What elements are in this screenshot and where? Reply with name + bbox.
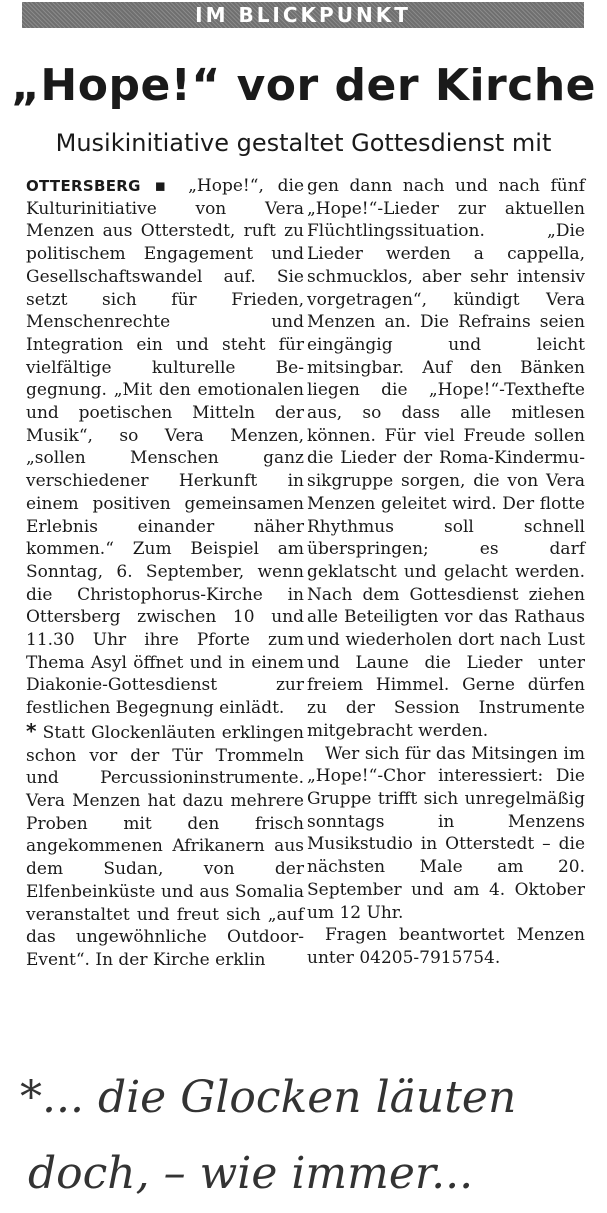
- handwritten-note: [0, 1060, 607, 1210]
- handwritten-line-1: *... die Glocken läuten: [20, 1072, 517, 1123]
- handwritten-note-drawing: [0, 1060, 607, 1210]
- paragraph-1-text: „Hope!“, die Kulturinitiative von Vera Menzen aus Otterstedt, ruft zu politischem Engagement und Gesellschaftswandel auf. Sie setzt sich für Frieden, Menschenrechte und Integration ein und steht für vielfältige kulturelle Begegnung. „Mit den emotionalen und poetischen Mitteln der Musik“, so Vera Menzen, „sollen Menschen ganz verschiedener Herkunft in einem positiven gemeinsamen Erlebnis einander näher kommen.“ Zum Beispiel am Sonntag, 6. September, wenn die Christophorus-Kirche in Ottersberg zwischen 10 und 11.30 Uhr ihre Pforte zum Thema Asyl öffnet und in einem Diakonie-Gottesdienst zur festlichen Begegnung einlädt.: [26, 176, 305, 719]
- article-subheadline: Musikinitiative gestaltet Gottesdienst mit: [55, 129, 552, 157]
- article-paragraph-3: Wer sich für das Mitsingen im „Hope!“-Chor interessiert: Die Gruppe trifft sich unregelmäßig sonntags in Menzens Musikstudio in Otterstedt – die nächsten Male am 20. September und am 4. Oktober um 12 Uhr.: [307, 743, 585, 923]
- dateline-separator: ▪: [154, 176, 175, 196]
- annotation-asterisk-icon: *: [26, 718, 37, 743]
- article-paragraph-4: Fragen beantwortet Menzen unter 04205-7915754.: [307, 925, 585, 968]
- article-paragraph-2-start: [26, 720, 304, 972]
- dateline: OTTERSBERG: [26, 177, 141, 195]
- article-headline: „Hope!“ vor der Kirche: [10, 60, 597, 111]
- handwritten-line-2: doch, – wie immer...: [28, 1148, 474, 1199]
- article-paragraph-1: [26, 175, 304, 720]
- article-column-right: [307, 175, 585, 970]
- article-paragraph-2-end: [307, 175, 585, 743]
- kicker-label: IM BLICKPUNKT: [195, 3, 411, 27]
- article-column-left: [26, 175, 304, 972]
- paragraph-2-text-right: gen dann nach und nach fünf „Hope!“-Lieder zur aktuellen Flüchtlingssituation. „Die Lieder werden a cappella, schmucklos, aber sehr intensiv vorgetragen“, kündigt Vera Menzen an. Die Refrains seien eingängig und leicht mitsingbar. Auf den Bänken liegen die „Hope!“-Texthefte aus, so dass alle mitlesen können. Für viel Freude sollen die Lieder der Roma-Kindermusikgruppe sorgen, die von Vera Menzen geleitet wird. Der flotte Rhythmus soll schnell überspringen; es darf geklatscht und gelacht werden. Nach dem Gottesdienst ziehen alle Beteiligten vor das Rathaus und wiederholen dort nach Lust und Laune die Lieder unter freiem Himmel. Gerne dürfen zu der Session Instrumente mitgebracht werden.: [307, 176, 585, 741]
- section-kicker: [22, 2, 584, 28]
- paragraph-2-text-left: Statt Glockenläuten erklingen schon vor der Tür Trommeln und Percussioninstrumente. Vera Menzen hat dazu mehrere Proben mit den frisch angekommenen Afrikanern aus dem Sudan, von der Elfenbeinküste und aus Somalia veranstaltet und freut sich „auf das ungewöhnliche Outdoor-Event“. In der Kirche erklin: [26, 722, 304, 970]
